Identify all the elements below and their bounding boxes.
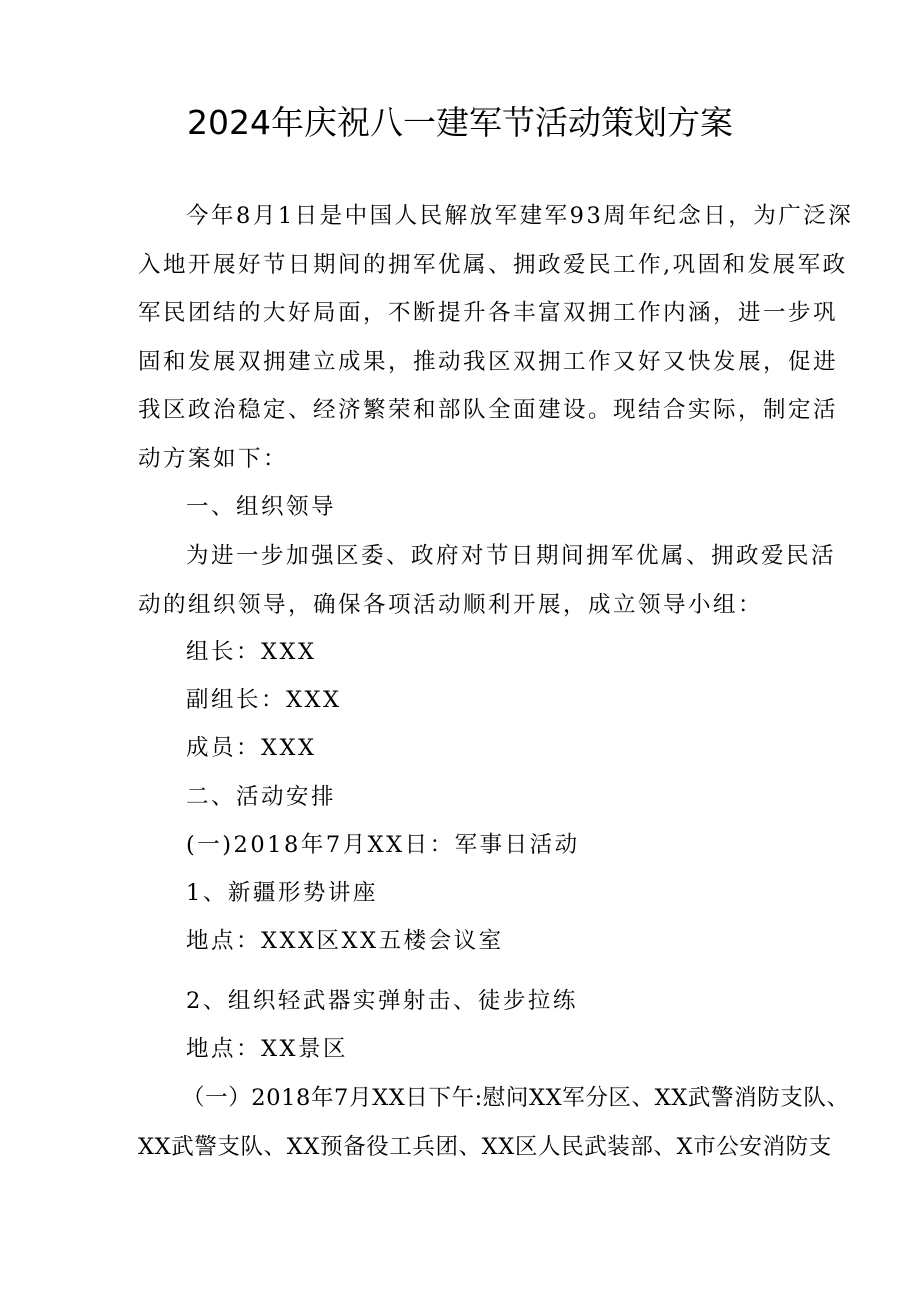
subsection-heading: (一)2018年7月XX日：军事日活动	[186, 832, 580, 858]
activity-location: 地点：XXX区XX五楼会议室	[186, 928, 504, 954]
section1-line: 为进一步加强区委、政府对节日期间拥军优属、拥政爱民活	[186, 543, 837, 569]
section-heading: 二、活动安排	[186, 784, 337, 810]
section-heading: 一、组织领导	[186, 494, 337, 520]
intro-line: 我区政治稳定、经济繁荣和部队全面建设。现结合实际，制定活	[138, 397, 839, 423]
intro-line: 动方案如下：	[138, 445, 289, 472]
subsection-line: （一）2018年7月XX日下午:慰问XX军分区、XX武警消防支队、	[182, 1085, 850, 1111]
members-line: 成员：XXX	[186, 735, 317, 761]
activity-item: 1、新疆形势讲座	[186, 880, 378, 906]
activity-item: 2、组织轻武器实弹射击、徒步拉练	[186, 988, 578, 1014]
deputy-leader-line: 副组长：XXX	[186, 687, 342, 713]
intro-line: 军民团结的大好局面，不断提升各丰富双拥工作内涵，进一步巩	[138, 300, 839, 326]
subsection-line: XX武警支队、XX预备役工兵团、XX区人民武装部、X市公安消防支	[138, 1133, 832, 1160]
subsection-paragraph	[138, 1074, 850, 1171]
intro-paragraph	[138, 192, 854, 483]
intro-line: 入地开展好节日期间的拥军优属、拥政爱民工作,巩固和发展军政	[138, 251, 848, 278]
leader-line: 组长：XXX	[186, 639, 317, 665]
intro-line: 今年8月1日是中国人民解放军建军93周年纪念日，为广泛深	[186, 203, 854, 229]
section1-line: 动的组织领导，确保各项活动顺利开展，成立领导小组：	[138, 591, 764, 618]
section1-paragraph	[138, 532, 837, 629]
activity-location: 地点：XX景区	[186, 1036, 349, 1062]
document-title: 2024年庆祝八一建军节活动策划方案	[187, 103, 733, 142]
intro-line: 固和发展双拥建立成果，推动我区双拥工作又好又快发展，促进	[138, 348, 839, 375]
